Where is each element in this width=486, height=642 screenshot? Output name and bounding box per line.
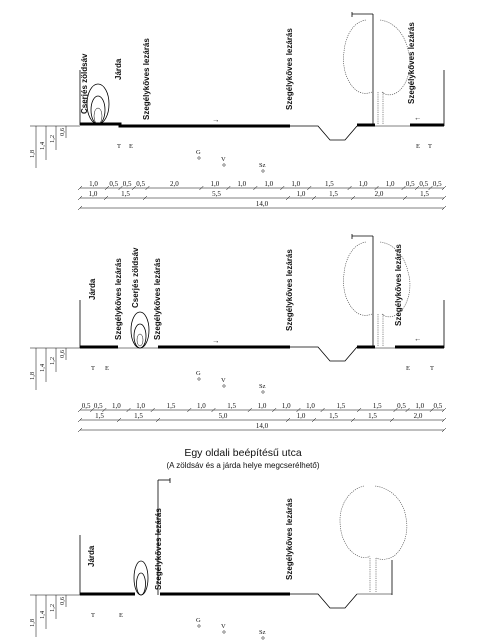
label-szegelykoves-2: Szegélykőves lezárás bbox=[285, 28, 294, 110]
dimension-label: 1,0 bbox=[291, 180, 301, 188]
dimension-label: 1,0 bbox=[358, 180, 368, 188]
label-szegelykoves-4: Szegélykőves lezárás bbox=[394, 244, 403, 326]
dimension-label: 1,0 bbox=[296, 412, 306, 420]
ditch bbox=[290, 594, 357, 608]
dimension-label: 1,0 bbox=[306, 402, 315, 410]
marker-E: E bbox=[105, 365, 109, 372]
marker-T: T bbox=[91, 365, 95, 372]
dimension-label: 1,5 bbox=[372, 402, 382, 410]
tree-icon bbox=[340, 486, 407, 592]
svg-text:1,2: 1,2 bbox=[49, 603, 56, 612]
dimension-label: 1,5 bbox=[95, 412, 104, 420]
marker-E: E bbox=[129, 143, 133, 150]
sidewalk-surface bbox=[80, 124, 148, 126]
dimension-label: 1,5 bbox=[121, 190, 130, 198]
dimension-label: 1,5 bbox=[325, 180, 334, 188]
dimension-label: 0,5 bbox=[432, 180, 442, 188]
shrub-icon bbox=[134, 561, 148, 595]
label-szegelykoves-1: Szegélykőves lezárás bbox=[114, 258, 123, 340]
dimension-label: 1,0 bbox=[264, 180, 274, 188]
svg-text:1,8: 1,8 bbox=[29, 371, 36, 380]
marker-T: T bbox=[117, 143, 121, 150]
marker-V: V bbox=[221, 377, 226, 384]
dimension-label: 1,0 bbox=[296, 190, 306, 198]
dimension-label: 0,5 bbox=[122, 180, 132, 188]
label-szegelykoves-2: Szegélykőves lezárás bbox=[153, 258, 162, 340]
height-scale bbox=[29, 348, 80, 390]
dimension-label: 1,0 bbox=[385, 180, 395, 188]
dimension-label: 1,5 bbox=[134, 412, 143, 420]
tree-icon bbox=[344, 20, 410, 124]
marker-T-right: T bbox=[428, 143, 432, 150]
dimension-label: 0,5 bbox=[433, 402, 443, 410]
dimension-label: 1,0 bbox=[112, 402, 121, 410]
svg-text:1,8: 1,8 bbox=[29, 618, 36, 627]
height-scale bbox=[29, 595, 80, 637]
dimension-label: 0,5 bbox=[397, 402, 406, 410]
dimension-label: 1,0 bbox=[88, 190, 98, 198]
svg-text:1,4: 1,4 bbox=[39, 141, 46, 150]
section-3 bbox=[29, 478, 407, 639]
label-cserjes-zoldsav: Cserjés zöldsáv bbox=[131, 247, 140, 308]
section-2-dimensions bbox=[78, 402, 446, 432]
marker-T-right: T bbox=[430, 365, 434, 372]
dimension-label: 2,0 bbox=[374, 190, 384, 198]
svg-text:0,6: 0,6 bbox=[59, 127, 66, 136]
dimension-label: 5,5 bbox=[212, 190, 221, 198]
shrub-icon bbox=[131, 312, 149, 348]
dimension-label: 0,5 bbox=[93, 402, 103, 410]
label-szegelykoves-2: Szegélykőves lezárás bbox=[285, 498, 294, 580]
section-1-dimensions bbox=[78, 180, 446, 210]
marker-Sz: Sz bbox=[259, 629, 266, 636]
label-szegelykoves-1: Szegélykőves lezárás bbox=[142, 38, 151, 120]
label-jarda: Járda bbox=[87, 545, 96, 567]
label-cserjes-zoldsav: Cserjés zöldsáv bbox=[80, 53, 89, 114]
marker-V: V bbox=[221, 623, 226, 630]
dimension-label: 1,0 bbox=[415, 402, 425, 410]
dimension-label: 1,5 bbox=[368, 412, 377, 420]
dimension-label: 0,5 bbox=[419, 180, 429, 188]
direction-arrow-right: → bbox=[212, 336, 220, 345]
height-scale bbox=[29, 126, 80, 168]
direction-arrow-right: → bbox=[212, 115, 220, 124]
total-dimension-label: 14,0 bbox=[255, 200, 269, 208]
marker-G: G bbox=[196, 149, 201, 156]
dimension-label: 1,0 bbox=[89, 180, 98, 188]
marker-E: E bbox=[119, 612, 123, 619]
dimension-label: 1,0 bbox=[237, 180, 247, 188]
svg-text:1,4: 1,4 bbox=[39, 610, 46, 619]
dimension-label: 5,0 bbox=[218, 412, 228, 420]
marker-E-right: E bbox=[416, 143, 420, 150]
dimension-label: 0,5 bbox=[136, 180, 146, 188]
dimension-label: 1,5 bbox=[166, 402, 176, 410]
dimension-label: 1,0 bbox=[210, 180, 220, 188]
marker-Sz: Sz bbox=[259, 162, 266, 169]
marker-G: G bbox=[196, 617, 201, 624]
svg-text:1,2: 1,2 bbox=[49, 356, 56, 365]
svg-text:1,8: 1,8 bbox=[29, 149, 36, 158]
section-2 bbox=[29, 234, 446, 432]
dimension-label: 2,0 bbox=[169, 180, 179, 188]
dimension-label: 1,5 bbox=[227, 402, 237, 410]
dimension-label: 1,0 bbox=[257, 402, 267, 410]
label-jarda: Járda bbox=[114, 58, 123, 80]
svg-text:0,6: 0,6 bbox=[59, 596, 66, 605]
label-szegelykoves-3: Szegélykőves lezárás bbox=[407, 22, 416, 104]
dimension-label: 0,5 bbox=[405, 180, 415, 188]
dimension-label: 1,5 bbox=[329, 190, 338, 198]
ditch bbox=[290, 126, 357, 140]
marker-E-right: E bbox=[406, 365, 410, 372]
dimension-label: 0,5 bbox=[109, 180, 119, 188]
svg-text:1,4: 1,4 bbox=[39, 363, 46, 372]
label-szegelykoves-3: Szegélykőves lezárás bbox=[285, 249, 294, 331]
dimension-label: 1,5 bbox=[420, 190, 429, 198]
section-1 bbox=[29, 12, 446, 210]
svg-text:0,6: 0,6 bbox=[59, 349, 66, 358]
dimension-label: 1,0 bbox=[281, 402, 291, 410]
svg-text:1,2: 1,2 bbox=[49, 134, 56, 143]
page-subtitle: (A zöldsáv és a járda helye megcserélhető) bbox=[166, 461, 320, 470]
label-jarda: Járda bbox=[88, 278, 97, 300]
dimension-label: 1,5 bbox=[329, 412, 338, 420]
dimension-label: 1,0 bbox=[196, 402, 206, 410]
marker-V: V bbox=[221, 156, 226, 163]
marker-T: T bbox=[91, 612, 95, 619]
direction-arrow-left: ← bbox=[414, 334, 422, 343]
marker-G: G bbox=[196, 370, 201, 377]
total-dimension-label: 14,0 bbox=[255, 422, 269, 430]
shrub-icon bbox=[87, 84, 109, 124]
dimension-label: 1,0 bbox=[136, 402, 146, 410]
label-szegelykoves-1: Szegélykőves lezárás bbox=[154, 508, 163, 590]
dimension-label: 0,5 bbox=[81, 402, 91, 410]
dimension-label: 2,0 bbox=[413, 412, 423, 420]
marker-Sz: Sz bbox=[259, 383, 266, 390]
ditch bbox=[290, 347, 357, 361]
dimension-label: 1,5 bbox=[336, 402, 346, 410]
page-title: Egy oldali beépítésű utca bbox=[184, 447, 302, 459]
direction-arrow-left: ← bbox=[414, 113, 422, 122]
